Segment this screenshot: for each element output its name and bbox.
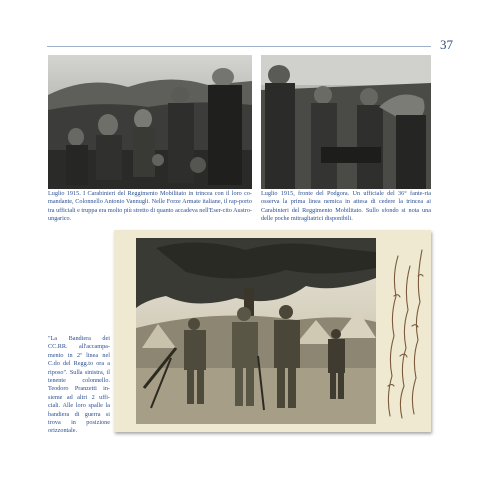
right-photo-caption: Luglio 1915, fronte del Podgora. Un ufficiale del 36° fante-ria osserva la prima linea nemica in attesa di cedere la trincea ai Carabinieri del Reggimento Mobilitato. Sullo sfondo si nota una delle poche mitragliatrici disponibili. (261, 190, 431, 223)
page-number: 37 (440, 37, 453, 52)
header-rule (47, 46, 431, 47)
postcard-photo (136, 238, 376, 424)
postcard-side-caption: "La Bandiera dei CC.RR. all'accampa-mento in 2ª linea nel C.do del Regg.to ora a riposo". Sulla sinistra, il tenente colonnello. Teodoro Pranzetti in-sieme ad altri 2 uffi-ciali. Alle loro spalle la bandiera di guerra si trova in posizione orizzontale. (48, 335, 110, 435)
postcard (114, 230, 431, 432)
trench-photo-right (261, 55, 431, 189)
trench-photo-left (48, 55, 252, 189)
left-photo-caption: Luglio 1915. I Carabinieri del Reggimento Mobilitato in trincea con il loro co-mandante, Colonnello Antonio Vannugli. Nelle Forze Armate italiane, il rap-porto tra ufficiali e truppa era molto più stretto di quanto accadeva nell'Eser-cito Austro-ungarico. (48, 190, 252, 223)
handwritten-inscription (382, 236, 427, 426)
